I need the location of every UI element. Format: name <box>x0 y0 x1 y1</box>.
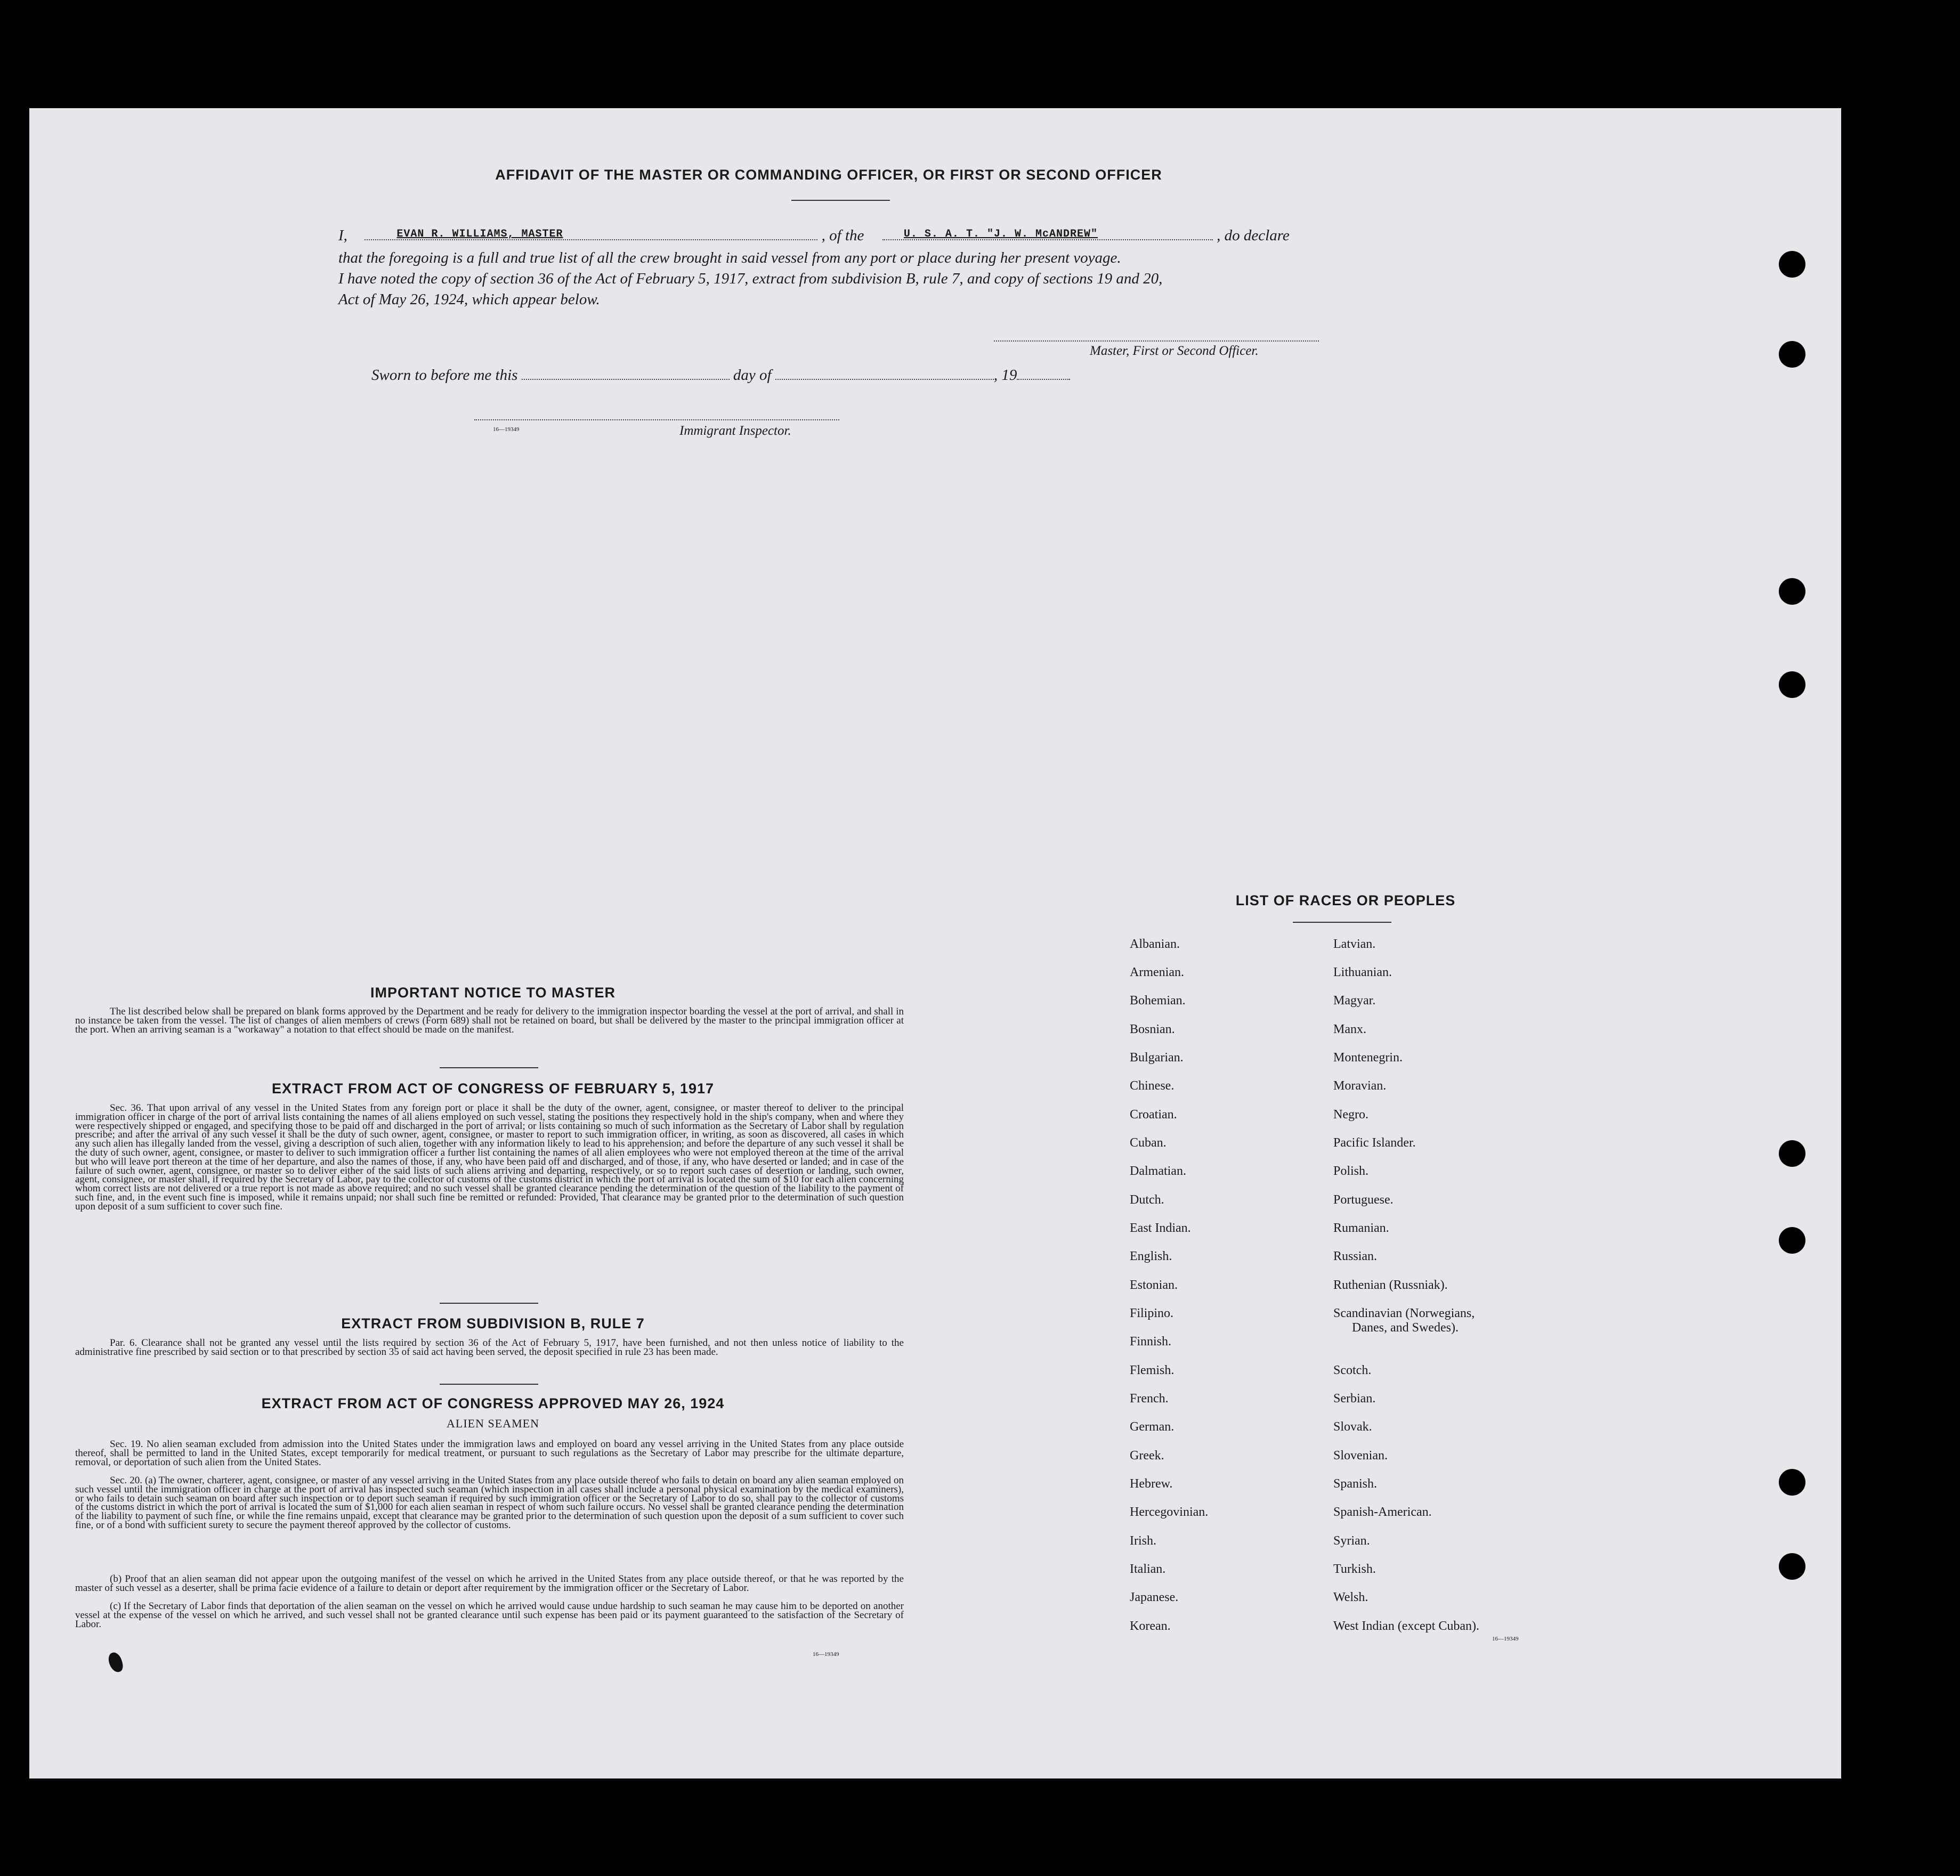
races-divider <box>1293 922 1391 923</box>
race-item: Portuguese. <box>1333 1193 1394 1207</box>
race-item: Hercegovinian. <box>1130 1505 1209 1519</box>
inspector-label: Immigrant Inspector. <box>679 424 791 438</box>
affidavit-body-line: that the foregoing is a full and true list of all the crew brought in said vessel from any port or place during her present voyage. <box>338 249 1121 266</box>
race-item: Russian. <box>1333 1249 1378 1263</box>
race-item: Negro. <box>1333 1108 1368 1122</box>
section-19-text: Sec. 19. No alien seaman excluded from admission into the United States under the immigration laws and employed on board any vessel arriving in the United States from any place outside thereof, shall be permitted to land in the United States, except temporarily for medical treatment, or pursuant to such regulations as the Secretary of Labor may prescribe for the ultimate departure, removal, or deportation of such alien from the United States. <box>75 1439 904 1468</box>
punch-hole <box>1779 341 1805 368</box>
sworn-line <box>371 367 1070 384</box>
rule-7-title: EXTRACT FROM SUBDIVISION B, RULE 7 <box>341 1315 645 1331</box>
notice-title: IMPORTANT NOTICE TO MASTER <box>370 985 615 1001</box>
master-name: EVAN R. WILLIAMS, MASTER <box>396 228 563 240</box>
section-divider <box>440 1067 538 1068</box>
race-item: Scandinavian (Norwegians, <box>1333 1306 1475 1320</box>
race-item: Pacific Islander. <box>1333 1136 1416 1150</box>
race-item: Slovak. <box>1333 1420 1372 1434</box>
races-title: LIST OF RACES OR PEOPLES <box>1235 892 1456 908</box>
section-divider <box>440 1384 538 1385</box>
year-label: , 19 <box>993 367 1017 384</box>
race-item: Croatian. <box>1130 1108 1177 1122</box>
race-item: Ruthenian (Russniak). <box>1333 1278 1448 1292</box>
race-item: Hebrew. <box>1130 1477 1173 1491</box>
race-item: Chinese. <box>1130 1079 1175 1093</box>
race-item: Lithuanian. <box>1333 965 1392 979</box>
race-item: Manx. <box>1333 1022 1366 1036</box>
race-item: Scotch. <box>1333 1363 1372 1377</box>
race-item: Japanese. <box>1130 1590 1179 1604</box>
document-page <box>29 108 1841 1778</box>
race-item: Armenian. <box>1130 965 1184 979</box>
race-item: Cuban. <box>1130 1136 1167 1150</box>
form-number: 16—19349 <box>1492 1636 1519 1642</box>
punch-hole <box>1779 578 1805 605</box>
race-item: West Indian (except Cuban). <box>1333 1619 1479 1633</box>
extract-1924-title: EXTRACT FROM ACT OF CONGRESS APPROVED MAY 26, 1924 <box>261 1395 725 1411</box>
race-item: Latvian. <box>1333 937 1376 951</box>
section-20c-text: (c) If the Secretary of Labor finds that deportation of the alien seaman on the vessel on which he arrived would cause undue hardship to such seaman he may cause him to be deported on another vessel at the expense of the vessel on which he arrived, and such vessel shall not be granted clearance until such expense has been paid or its payment guaranteed to the satisfaction of the Secretary of Labor. <box>75 1601 904 1630</box>
punch-hole <box>1779 671 1805 698</box>
punch-hole <box>1779 1469 1805 1496</box>
race-item: Polish. <box>1333 1164 1369 1178</box>
race-item: Dalmatian. <box>1130 1164 1186 1178</box>
race-item: Slovenian. <box>1333 1449 1388 1463</box>
rule-7-text: Par. 6. Clearance shall not be granted any vessel until the lists required by section 36 of the Act of February 5, 1917, have been furnished, and not then unless notice of liability to the administrative fine prescribed by said section or to that prescribed by section 35 of said act having been served, the deposit specified in rule 23 has been made. <box>75 1337 904 1358</box>
extract-1917-title: EXTRACT FROM ACT OF CONGRESS OF FEBRUARY 5, 1917 <box>271 1081 715 1097</box>
sworn-label: Sworn to before me this <box>371 367 518 384</box>
race-item: Bosnian. <box>1130 1022 1175 1036</box>
race-item: Spanish-American. <box>1333 1505 1432 1519</box>
section-20b-text: (b) Proof that an alien seaman did not appear upon the outgoing manifest of the vessel on which he arrived in the United States from any place outside thereof, or that he was reported by the master of such vessel as a deserter, shall be prima facie evidence of a failure to detain or deport after requirement by the immigration officer or the Secretary of Labor. <box>75 1573 904 1594</box>
race-item: Korean. <box>1130 1619 1171 1633</box>
form-number: 16—19349 <box>813 1651 839 1658</box>
race-item: Bohemian. <box>1130 994 1186 1008</box>
affidavit-body-line: Act of May 26, 1924, which appear below. <box>338 291 600 308</box>
race-item: Italian. <box>1130 1562 1166 1576</box>
race-item: Serbian. <box>1333 1392 1376 1406</box>
signature-label: Master, First or Second Officer. <box>1090 344 1259 358</box>
race-item: Syrian. <box>1333 1534 1370 1548</box>
race-item: German. <box>1130 1420 1175 1434</box>
of-the-label: , of the <box>821 227 864 244</box>
punch-hole <box>1779 251 1805 278</box>
race-item: Turkish. <box>1333 1562 1376 1576</box>
i-label: I, <box>338 227 347 244</box>
race-item: Albanian. <box>1130 937 1180 951</box>
punch-hole <box>1779 1140 1805 1167</box>
race-item: Finnish. <box>1130 1335 1172 1349</box>
race-item: Danes, and Swedes). <box>1352 1321 1459 1335</box>
punch-hole <box>1779 1227 1805 1254</box>
race-item: Montenegrin. <box>1333 1051 1403 1065</box>
section-divider <box>440 1303 538 1304</box>
race-item: Filipino. <box>1130 1306 1174 1320</box>
form-number: 16—19349 <box>493 426 520 433</box>
punch-hole <box>1779 1553 1805 1580</box>
race-item: Bulgarian. <box>1130 1051 1184 1065</box>
race-item: Estonian. <box>1130 1278 1178 1292</box>
race-item: Rumanian. <box>1333 1221 1389 1235</box>
race-item: Moravian. <box>1333 1079 1387 1093</box>
race-item: Flemish. <box>1130 1363 1175 1377</box>
race-item: Welsh. <box>1333 1590 1368 1604</box>
race-item: French. <box>1130 1392 1169 1406</box>
affidavit-title: AFFIDAVIT OF THE MASTER OR COMMANDING OFFICER, OR FIRST OR SECOND OFFICER <box>495 167 1162 183</box>
affidavit-first-line <box>338 226 1404 245</box>
do-declare-label: , do declare <box>1217 227 1290 244</box>
notice-text: The list described below shall be prepared on blank forms approved by the Department and be ready for delivery to the immigration inspector boarding the vessel at the port of arrival, and shall in no instance be taken from the vessel. The list of changes of alien members of crews (Form 689) shall not be retained on board, but shall be delivered by the master to the principal immigration officer at the port. When an arriving seaman is a "workaway" a notation to that effect should be made on the manifest. <box>75 1006 904 1035</box>
title-divider <box>791 200 890 201</box>
race-item: Greek. <box>1130 1449 1164 1463</box>
inspector-signature-line <box>474 419 839 420</box>
ink-blot <box>107 1651 124 1674</box>
section-20a-text: Sec. 20. (a) The owner, charterer, agent, consignee, or master of any vessel arriving in the United States from any place outside thereof who fails to detain on board any alien seaman employed on such vessel until the immigration officer in charge at the port of arrival has inspected such seaman (which inspection in all cases shall include a personal physical examination by the medical examiners), or who fails to detain such seaman on board after such inspection or to deport such seaman if required by such immigration officer or the Secretary of Labor to do so, shall pay to the collector of customs of the customs district in which the port of arrival is located the sum of $1,000 for each alien seaman in respect of whom such failure occurs. No vessel shall be granted clearance pending the determination of the liability to payment of such fine, or while the fine remains unpaid, except that clearance may be granted prior to the determination of such question upon the deposit of a sum sufficient to cover such fine, or of a bond with sufficient surety to secure the payment thereof approved by the collector of customs. <box>75 1475 904 1531</box>
race-item: English. <box>1130 1249 1172 1263</box>
signature-line <box>994 340 1319 342</box>
race-item: Irish. <box>1130 1534 1156 1548</box>
vessel-name: U. S. A. T. "J. W. McANDREW" <box>903 228 1098 240</box>
race-item: Dutch. <box>1130 1193 1164 1207</box>
race-item: Magyar. <box>1333 994 1376 1008</box>
extract-1917-text: Sec. 36. That upon arrival of any vessel in the United States from any foreign port or place it shall be the duty of the owner, agent, consignee, or master thereof to deliver to the principal immigration officer in charge of the port of arrival lists containing the names of all aliens employed on such vessel, stating the positions they respectively hold in the ship's company, when and where they were respectively shipped or engaged, and specifying those to be paid off and discharged in the port of arrival; or lists containing so much of such information as the Secretary of Labor shall by regulation prescribe; and after the arrival of any such vessel it shall be the duty of such owner, agent, consignee, or master to report to such immigration officer, in writing, as soon as discovered, all cases in which any such alien has illegally landed from the vessel, giving a description of such alien, together with any information likely to lead to his apprehension; and before the departure of any such vessel it shall be the duty of such owner, agent, consignee, or master to deliver to such immigration officer a further list containing the names of all alien employees who were not employed thereon at the time of the arrival but who will leave port thereon at the time of her departure, and also the names of those, if any, who have been paid off and discharged, and of those, if any, who have deserted or landed; and in case of the failure of such owner, agent, consignee, or master so to deliver either of the said lists of such aliens arriving and departing, respectively, or so to report such cases of desertion or landing, such owner, agent, consignee, or master shall, if required by the Secretary of Labor, pay to the collector of customs of the customs district in which the port of arrival is located the sum of $10 for each alien concerning whom correct lists are not delivered or a true report is not made as above required; and no such vessel shall be granted clearance pending the determination of the question of the liability to the payment of such fine, and, in the event such fine is imposed, while it remains unpaid; nor shall such fine be remitted or refunded: Provided, That clearance may be granted prior to the determination of such question upon deposit of a sum sufficient to cover such fine. <box>75 1102 904 1212</box>
race-item: Spanish. <box>1333 1477 1378 1491</box>
affidavit-body-line: I have noted the copy of section 36 of the Act of February 5, 1917, extract from subdivision B, rule 7, and copy of sections 19 and 20, <box>338 270 1163 287</box>
day-of-label: day of <box>733 367 772 384</box>
affidavit-body <box>338 248 1404 310</box>
race-item: East Indian. <box>1130 1221 1191 1235</box>
alien-seamen-subtitle: ALIEN SEAMEN <box>447 1417 539 1430</box>
